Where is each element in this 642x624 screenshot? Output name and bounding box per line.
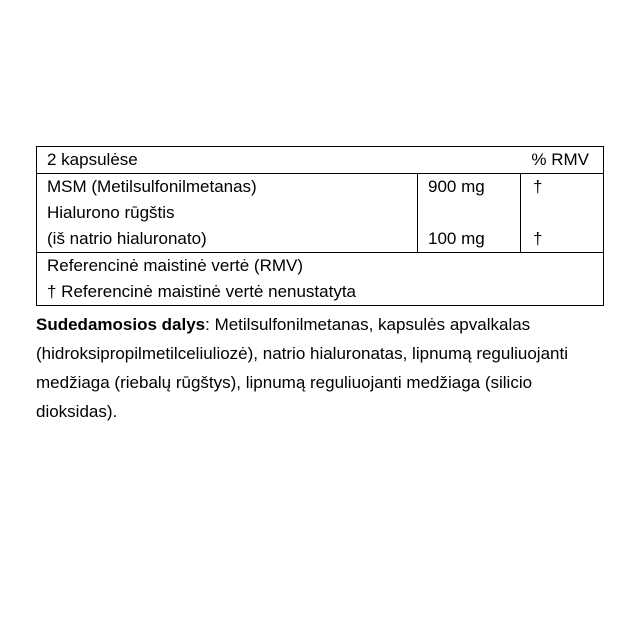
ingredient-amount-empty (428, 200, 520, 226)
ingredients-paragraph (36, 310, 616, 426)
ingredient-names-cell (37, 174, 418, 253)
rmv-dagger: † (533, 177, 543, 196)
serving-size-label: 2 kapsulėse (47, 150, 138, 169)
ingredients-label: Sudedamosios dalys (36, 315, 206, 334)
footnote-rmv-definition: Referencinė maistinė vertė (RMV) (47, 256, 304, 275)
table-header-cell (37, 147, 604, 174)
table-footnote-row (37, 253, 604, 306)
ingredient-amount: 100 mg (428, 229, 485, 248)
ingredient-rmv-cell (521, 174, 604, 253)
nutrition-table (36, 146, 604, 306)
supplement-label (36, 146, 603, 426)
rmv-dagger: † (533, 229, 543, 248)
ingredient-amount: 900 mg (428, 177, 485, 196)
table-header-row (37, 147, 604, 174)
footnotes-cell (37, 253, 604, 306)
ingredient-amounts-cell (418, 174, 521, 253)
rmv-dagger-empty (531, 200, 603, 226)
ingredient-name: Hialurono rūgštis (47, 203, 175, 222)
rmv-column-header: % RMV (531, 150, 590, 169)
ingredient-name: MSM (Metilsulfonilmetanas) (47, 177, 257, 196)
footnote-rmv-not-set: † Referencinė maistinė vertė nenustatyta (47, 282, 357, 301)
table-row-values (37, 174, 604, 253)
ingredients-text: : Metilsulfonilmetanas, kapsulės apvalkalas (hidroksipropilmetilceliuliozė), natrio hialuronatas, lipnumą reguliuojanti medžiaga (riebalų rūgštys), lipnumą reguliuojanti medžiaga (silicio dioksidas). (36, 315, 568, 421)
ingredient-name-source: (iš natrio hialuronato) (47, 229, 207, 248)
